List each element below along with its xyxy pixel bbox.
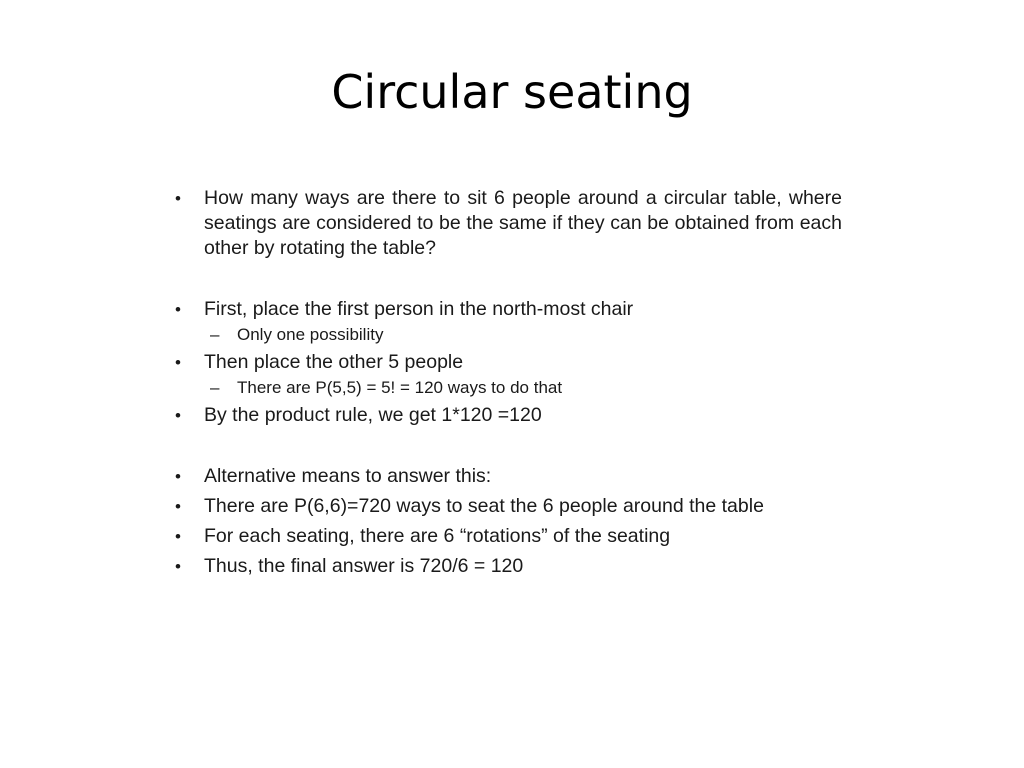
sub-bullet-then-place-text: There are P(5,5) = 5! = 120 ways to do that [237, 378, 563, 397]
bullet-product-rule [172, 403, 842, 428]
bullet-first-place-text: First, place the first person in the north-most chair [204, 298, 634, 320]
bullet-first-place [172, 297, 842, 322]
slide-title: Circular seating [331, 65, 693, 119]
sub-bullet-then-place [172, 377, 842, 399]
bullet-then-place-text: Then place the other 5 people [204, 351, 464, 373]
bullet-permutations-text: There are P(6,6)=720 ways to seat the 6 people around the table [204, 495, 764, 517]
bullet-then-place [172, 350, 842, 375]
bullet-alternative-text: Alternative means to answer this: [204, 465, 492, 487]
bullet-marker: • [175, 300, 181, 319]
bullet-marker: • [175, 406, 181, 425]
dash-marker: – [210, 378, 220, 397]
bullet-rotations [172, 524, 842, 549]
bullet-final-answer [172, 554, 842, 579]
bullet-question-text: How many ways are there to sit 6 people around a circular table, where seatings are considered to be the same if they can be obtained from each other by rotating the table? [204, 187, 842, 259]
bullet-marker: • [175, 467, 181, 486]
dash-marker: – [210, 325, 220, 344]
sub-bullet-first-place-text: Only one possibility [237, 325, 384, 344]
bullet-question [172, 186, 842, 261]
bullet-marker: • [175, 557, 181, 576]
bullet-marker: • [175, 353, 181, 372]
bullet-marker: • [175, 189, 181, 208]
bullet-permutations [172, 494, 842, 519]
bullet-rotations-text: For each seating, there are 6 “rotations” of the seating [204, 525, 671, 547]
slide-content [172, 186, 842, 579]
bullet-alternative [172, 464, 842, 489]
bullet-product-rule-text: By the product rule, we get 1*120 =120 [204, 404, 542, 426]
bullet-marker: • [175, 527, 181, 546]
sub-bullet-first-place [172, 324, 842, 346]
bullet-final-answer-text: Thus, the final answer is 720/6 = 120 [204, 555, 524, 577]
bullet-marker: • [175, 497, 181, 516]
